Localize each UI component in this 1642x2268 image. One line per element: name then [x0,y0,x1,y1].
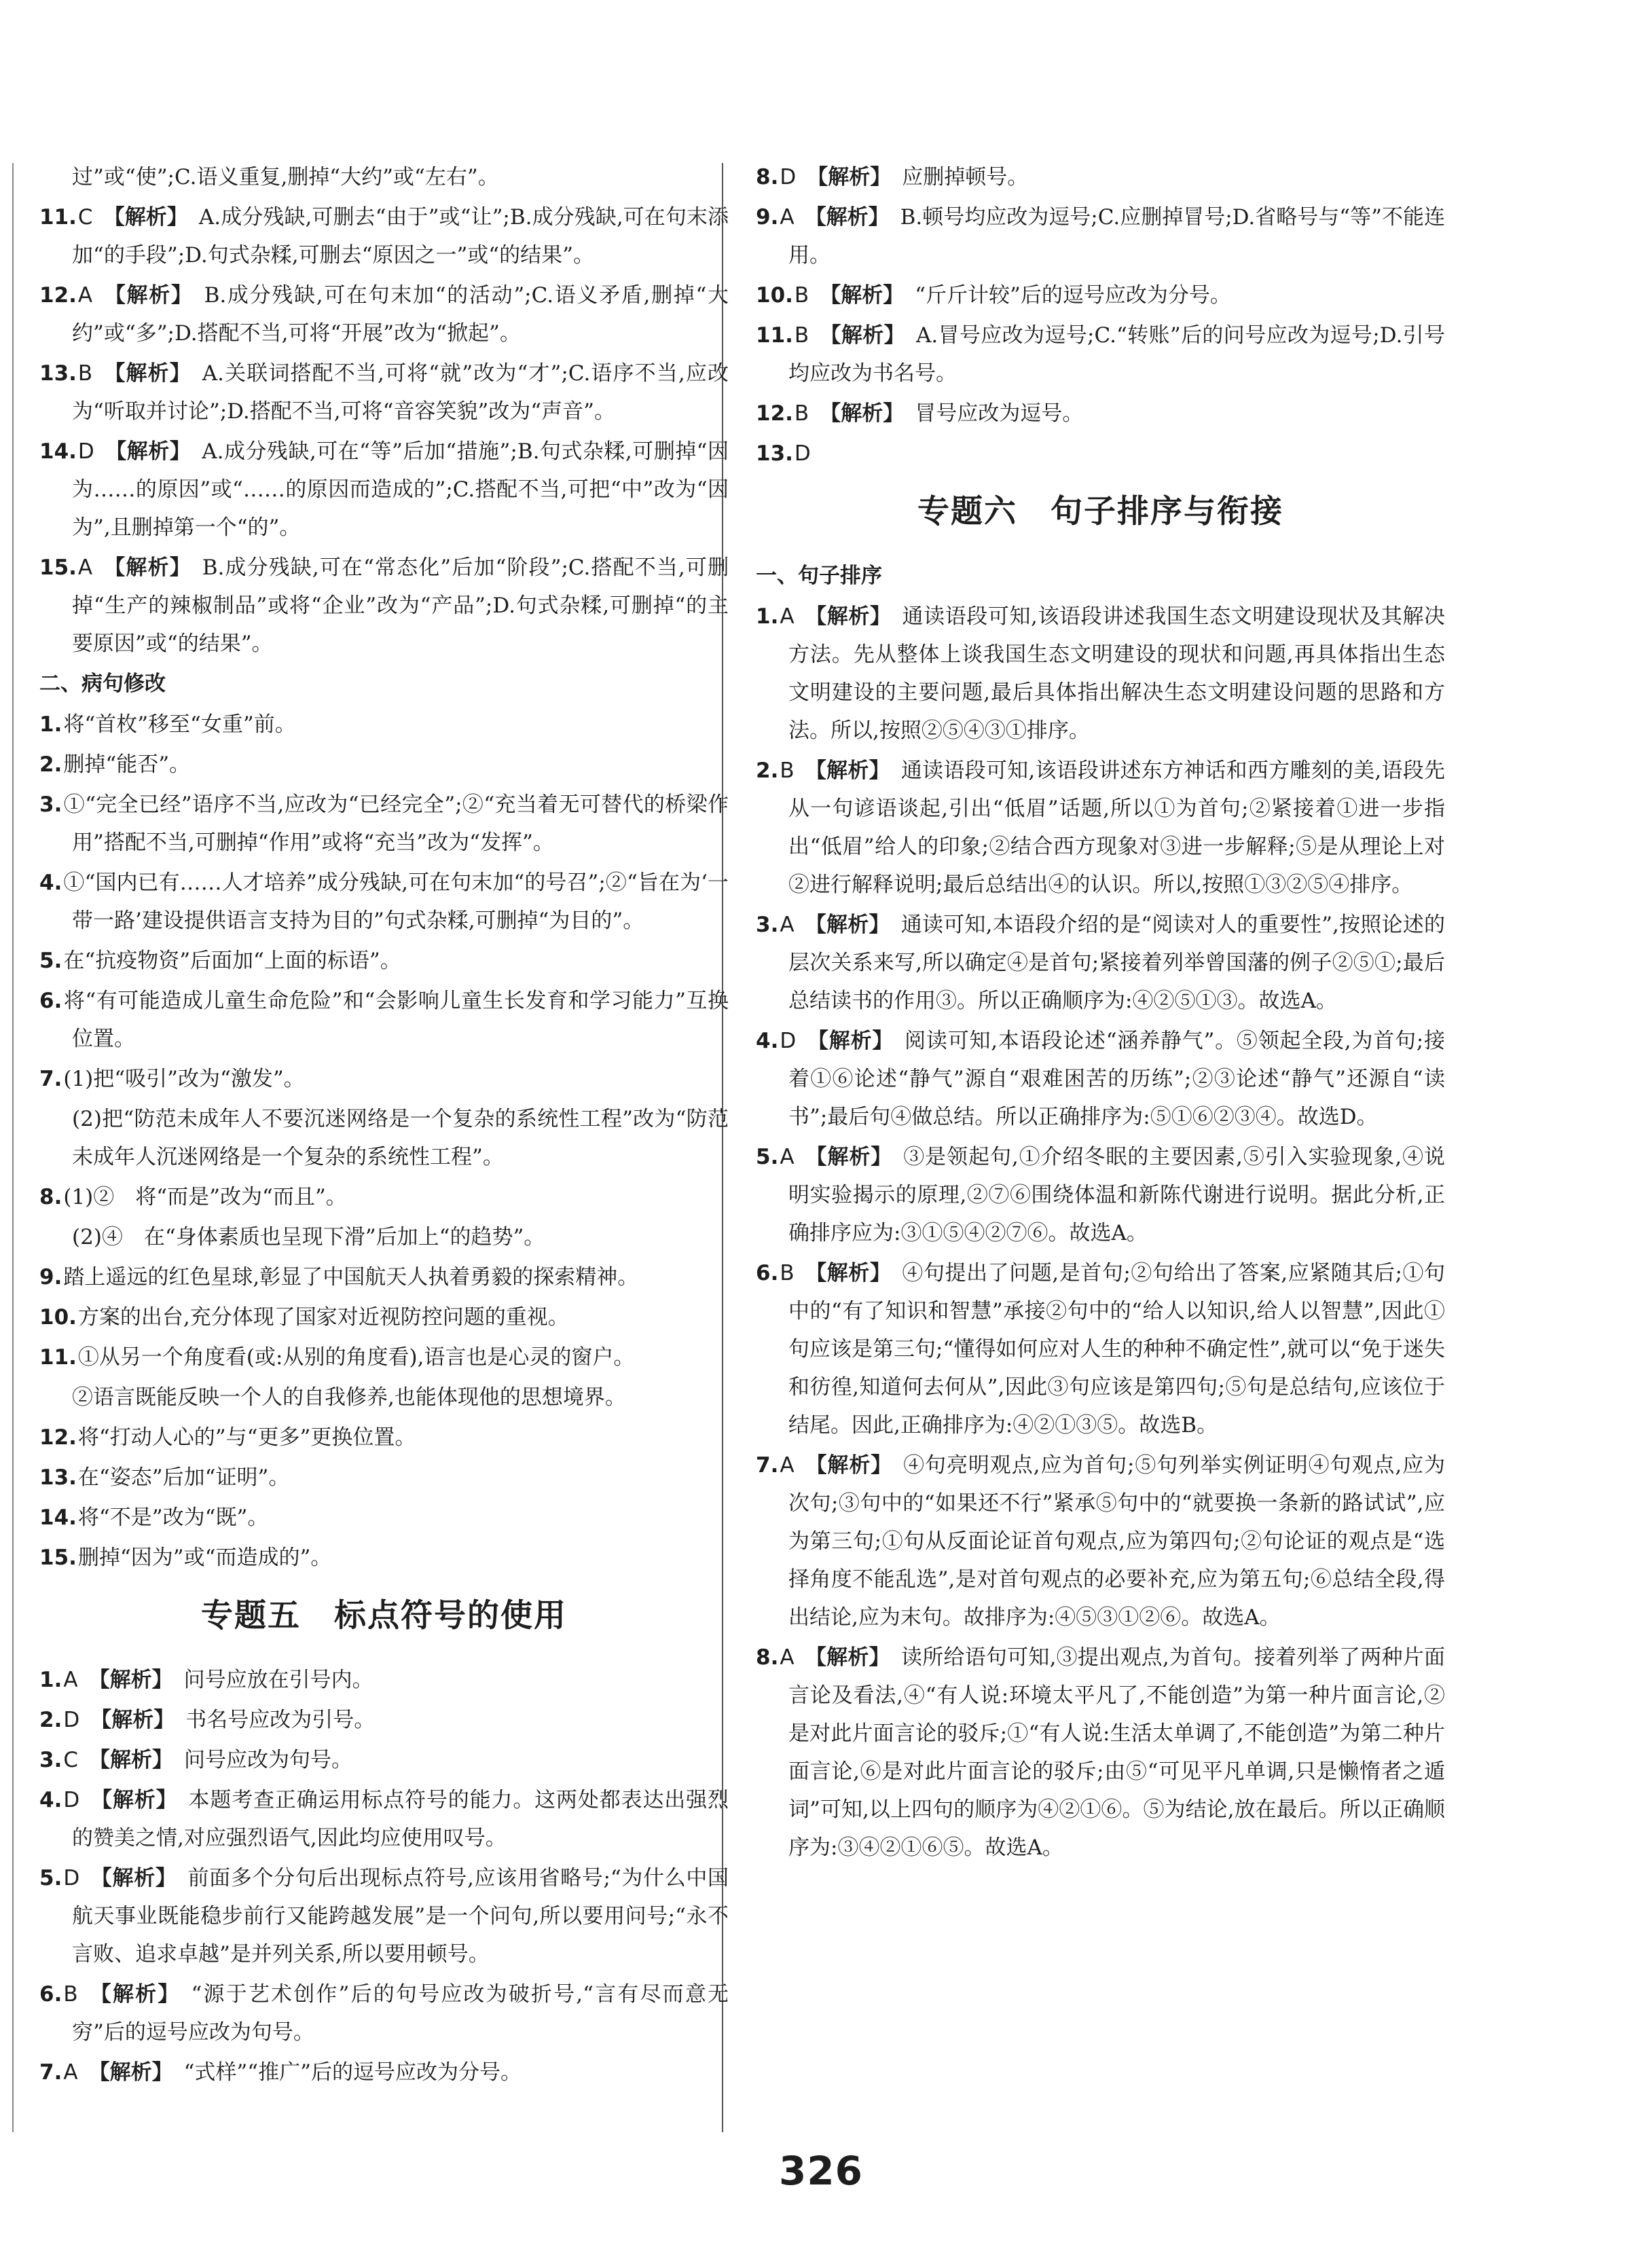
analysis-tag: 【解析】 [820,283,905,308]
answer-continuation: ②语言既能反映一个人的自我修养,也能体现他的思想境界。 [72,1385,626,1410]
answer-continuation: 过”或“使”;C.语义重复,删掉“大约”或“左右”。 [72,165,499,189]
question-number: 12. [39,283,77,308]
answer-choice: A [77,283,93,308]
answer-item [756,1022,1445,1136]
question-number: 3. [39,1748,62,1772]
question-number: 6. [39,989,62,1013]
answer-text: (1)② 将“而是”改为“而且”。 [63,1185,347,1209]
analysis-tag: 【解析】 [805,1645,890,1670]
answer-text: 删掉“能否”。 [63,752,191,777]
answer-item [756,906,1445,1020]
analysis-tag: 【解析】 [820,323,905,348]
answer-item [39,2053,729,2091]
answer-text: 冒号应改为逗号。 [915,401,1084,426]
answer-item [756,1639,1445,1867]
analysis-tag: 【解析】 [805,1145,893,1169]
question-number: 10. [756,283,793,308]
answer-text: 本题考查正确运用标点符号的能力。这两处都表达出强烈的赞美之情,对应强烈语气,因此均应使用叹号。 [72,1788,729,1850]
answer-choice: B [794,323,809,348]
left-column [39,158,729,2093]
answer-text: 方案的出台,充分体现了国家对近视防控问题的重视。 [77,1305,569,1330]
answer-text: 通读语段可知,该语段讲述东方神话和西方雕刻的美,语段先从一句谚语谈起,引出“低眉”话题,所以①为首句;②紧接着①进一步指出“低眉”给人的印象;②结合西方现象对③进一步解释;⑤是从理论上对②进行解释说明;最后总结出④的认识。所以,按照①③②⑤④排序。 [788,758,1445,897]
question-number: 5. [39,1866,62,1890]
answer-item [756,752,1445,904]
answer-choice: C [77,205,93,230]
answer-item [39,1060,729,1098]
answer-text: 在“姿态”后加“证明”。 [77,1465,290,1490]
answer-text: B.顿号均应改为逗号;C.应删掉冒号;D.省略号与“等”不能连用。 [788,205,1446,268]
question-number: 3. [756,913,779,937]
analysis-tag: 【解析】 [805,1261,892,1285]
answer-text: ①从另一个角度看(或:从别的角度看),语言也是心灵的窗户。 [77,1345,635,1370]
analysis-tag: 【解析】 [89,1748,174,1772]
answer-item [39,1539,729,1577]
answer-text: 通读可知,本语段介绍的是“阅读对人的重要性”,按照论述的层次关系来写,所以确定④是首句;紧接着列举曾国藩的例子②⑤①;最后总结读书的作用③。所以正确顺序为:④②⑤①③。故选A。 [788,913,1446,1013]
answer-choice: A [77,555,93,580]
question-number: 2. [39,1708,62,1732]
question-number: 7. [756,1453,779,1478]
answer-item [756,1446,1445,1636]
question-number: 8. [39,1185,62,1209]
answer-text: 问号应改为句号。 [184,1748,353,1772]
answer-text: “源于艺术创作”后的句号应改为破折号,“言有尽而意无穷”后的逗号应改为句号。 [72,1982,729,2045]
answer-text: A.成分残缺,可在“等”后加“措施”;B.句式杂糅,可删掉“因为……的原因”或“……的原因而造成的”;C.搭配不当,可把“中”改为“因为”,且删掉第一个“的”。 [72,439,729,540]
answer-continuation: (2)④ 在“身体素质也呈现下滑”后加上“的趋势”。 [72,1225,545,1249]
answer-text: 将“不是”改为“既”。 [77,1505,269,1530]
question-number: 7. [39,1067,62,1091]
question-number: 8. [756,165,779,189]
question-number: 9. [39,1265,62,1290]
question-number: 5. [39,949,62,973]
answer-choice: B [77,361,93,386]
answer-text: A.关联词搭配不当,可将“就”改为“才”;C.语序不当,应改为“听取并讨论”;D.搭配不当,可将“音容笑貌”改为“声音”。 [72,361,729,424]
answer-text: ③是领起句,①介绍冬眠的主要因素,⑤引入实验现象,④说明实验揭示的原理,②⑦⑥围绕体温和新陈代谢进行说明。据此分析,正确排序应为:③①⑤④②⑦⑥。故选A。 [788,1145,1445,1245]
question-number: 13. [756,441,793,466]
question-number: 15. [39,1545,77,1570]
analysis-tag: 【解析】 [807,1029,894,1053]
answer-item [39,746,729,784]
answer-item [756,598,1445,750]
answer-item [39,1298,729,1336]
answer-choice: D [780,1029,797,1053]
answer-text: “斤斤计较”后的逗号应改为分号。 [915,283,1231,308]
answer-item [39,786,729,862]
question-number: 12. [39,1425,77,1450]
question-number: 1. [39,712,62,737]
answer-item [39,1499,729,1537]
question-number: 2. [756,758,779,783]
question-number: 4. [756,1029,779,1053]
answer-text: 应删掉顿号。 [902,165,1029,189]
question-number: 11. [756,323,793,348]
answer-choice: B [780,758,795,783]
answer-text: 书名号应改为引号。 [185,1708,376,1732]
answer-text: 将“首枚”移至“女重”前。 [63,712,296,737]
answer-item [39,864,729,940]
analysis-tag: 【解析】 [807,165,892,189]
question-number: 12. [756,401,793,426]
analysis-tag: 【解析】 [805,205,890,230]
analysis-tag: 【解析】 [88,2060,173,2085]
answer-text: 将“有可能造成儿童生命危险”和“会影响儿童生长发育和学习能力”互换位置。 [63,989,729,1051]
answer-choice: A [780,1145,795,1169]
answer-item [756,198,1445,274]
answer-choice: A [780,205,795,230]
answer-choice: D [63,1866,80,1890]
answer-item [756,395,1445,433]
answer-item [39,1741,729,1779]
answer-item [39,276,729,352]
answer-text: 将“打动人心的”与“更多”更换位置。 [77,1425,416,1450]
answer-text: 问号应放在引号内。 [183,1668,373,1692]
question-number: 14. [39,1505,77,1530]
analysis-tag: 【解析】 [805,913,890,937]
analysis-tag: 【解析】 [103,283,194,308]
analysis-tag: 【解析】 [103,361,191,386]
analysis-tag: 【解析】 [90,1866,177,1890]
answer-item [39,1178,729,1216]
question-number: 6. [756,1261,779,1285]
answer-item [39,982,729,1058]
answer-text: 读所给语句可知,③提出观点,为首句。接着列举了两种片面言论及看法,④“有人说:环境太平凡了,不能创造”为第一种片面言论,②是对此片面言论的驳斥;①“有人说:生活太单调了,不能创造”为第二种片面言论,⑥是对此片面言论的驳斥;由⑤“可见平凡单调,只是懒惰者之遁词”可知,以上四句的顺序为④②①⑥。⑤为结论,放在最后。所以正确顺序为:③④②①⑥⑤。故选A。 [788,1645,1445,1860]
answer-choice: C [63,1748,79,1772]
question-number: 5. [756,1145,779,1169]
answer-text: 踏上遥远的红色星球,彰显了中国航天人执着勇毅的探索精神。 [63,1265,639,1290]
answer-text: 通读语段可知,该语段讲述我国生态文明建设现状及其解决方法。先从整体上谈我国生态文明建设的现状和问题,再具体指出生态文明建设的主要问题,最后具体指出解决生态文明建设问题的思路和方法。所以,按照②⑤④③①排序。 [788,604,1446,743]
analysis-tag: 【解析】 [805,604,892,629]
answer-text: 在“抗疫物资”后面加“上面的标语”。 [63,949,401,973]
answer-item [39,1459,729,1497]
chapter-title: 专题五 标点符号的使用 [201,1597,567,1634]
question-number: 9. [756,205,779,230]
answer-choice: A [780,1453,795,1478]
answer-choice: D [63,1788,80,1812]
question-number: 8. [756,1645,779,1670]
answer-choice: B [63,1982,78,2007]
answer-item [39,1781,729,1857]
answer-text: B.成分残缺,可在句末加“的活动”;C.语义矛盾,删掉“大约”或“多”;D.搭配不当,可将“开展”改为“掀起”。 [72,283,729,346]
answer-item [39,1338,729,1376]
answer-text: 前面多个分句后出现标点符号,应该用省略号;“为什么中国航天事业既能稳步前行又能跨越发展”是一个问句,所以要用问号;“永不言败、追求卓越”是并列关系,所以要用顿号。 [72,1866,729,1967]
answer-choice: B [794,283,809,308]
answer-item [39,1661,729,1699]
answer-choice: A [63,1668,78,1692]
answer-item [39,549,729,663]
answer-text: 阅读可知,本语段论述“涵养静气”。⑤领起全段,为首句;接着①⑥论述“静气”源自“艰难困苦的历练”;②③论述“静气”还源自“读书”;最后句④做总结。所以正确排序为:⑤①⑥②③④。故选D。 [788,1029,1446,1129]
answer-choice: D [794,441,811,466]
answer-choice: D [63,1708,80,1732]
analysis-tag: 【解析】 [88,1982,181,2007]
answer-continuation: (2)把“防范未成年人不要沉迷网络是一个复杂的系统性工程”改为“防范未成年人沉迷网络是一个复杂的系统性工程”。 [72,1107,729,1169]
answer-item [39,198,729,274]
question-number: 6. [39,1982,62,2007]
answer-text: 删掉“因为”或“而造成的”。 [77,1545,332,1570]
answer-choice: A [780,913,795,937]
answer-choice: D [780,165,797,189]
answer-item [756,435,1445,473]
answer-item [756,1138,1445,1252]
analysis-tag: 【解析】 [105,439,191,464]
question-number: 11. [39,205,77,230]
answer-text: ①“国内已有……人才培养”成分残缺,可在句末加“的号召”;②“旨在为‘一带一路’建设提供语言支持为目的”句式杂糅,可删掉“为目的”。 [63,871,729,933]
margin-rule [12,163,14,2132]
answer-text: ④句亮明观点,应为首句;⑤句列举实例证明④句观点,应为次句;③句中的“如果还不行”紧承⑤句中的“就要换一条新的路试试”,应为第三句;①句从反面论证首句观点,应为第四句;②句论证的观点是“选择角度不能乱选”,是对首句观点的必要补充,应为第五句;⑥总结全段,得出结论,应为末句。故排序为:④⑤③①②⑥。故选A。 [788,1453,1445,1630]
answer-item [39,1701,729,1739]
right-column [756,158,1445,1869]
question-number: 1. [756,604,779,629]
answer-choice: A [780,604,795,629]
answer-item [756,1254,1445,1444]
answer-text: A.成分残缺,可删去“由于”或“让”;B.成分残缺,可在句末添加“的手段”;D.句式杂糅,可删去“原因之一”或“的结果”。 [72,205,729,268]
analysis-tag: 【解析】 [820,401,905,426]
analysis-tag: 【解析】 [805,758,890,783]
answer-item [39,433,729,547]
answer-item [756,316,1445,392]
answer-item [39,1419,729,1457]
answer-choice: B [780,1261,795,1285]
answer-item [756,276,1445,314]
answer-text: (1)把“吸引”改为“激发”。 [63,1067,305,1091]
analysis-tag: 【解析】 [90,1788,178,1812]
question-number: 4. [39,871,62,895]
question-number: 4. [39,1788,62,1812]
question-number: 15. [39,555,77,580]
question-number: 14. [39,439,77,464]
analysis-tag: 【解析】 [90,1708,175,1732]
answer-choice: A [780,1645,795,1670]
question-number: 7. [39,2060,62,2085]
answer-item [39,1859,729,1973]
answer-item [39,354,729,431]
question-number: 11. [39,1345,77,1370]
question-number: 2. [39,752,62,777]
page-number: 326 [778,2148,864,2194]
analysis-tag: 【解析】 [805,1453,893,1478]
answer-item [39,1975,729,2051]
answer-choice: D [77,439,94,464]
answer-item [756,158,1445,196]
answer-item [39,706,729,744]
answer-text: ④句提出了问题,是首句;②句给出了答案,应紧随其后;①句中的“有了知识和智慧”承接②句中的“给人以知识,给人以智慧”,因此①句应该是第三句;“懂得如何应对人生的种种不确定性”,就可以“免于迷失和彷徨,知道何去何从”,因此③句应该是第四句;⑤句是总结句,应该位于结尾。因此,正确排序为:④②①③⑤。故选B。 [788,1261,1445,1438]
question-number: 1. [39,1668,62,1692]
answer-item [39,1258,729,1296]
section-heading: 一、句子排序 [756,564,882,588]
answer-text: “式样”“推广”后的逗号应改为分号。 [183,2060,522,2085]
question-number: 13. [39,361,77,386]
analysis-tag: 【解析】 [103,555,191,580]
chapter-title: 专题六 句子排序与衔接 [917,493,1283,530]
question-number: 3. [39,792,62,817]
answer-item [39,942,729,980]
section-heading: 二、病句修改 [39,672,166,696]
answer-text: A.冒号应改为逗号;C.“转账”后的问号应改为逗号;D.引号均应改为书名号。 [788,323,1446,386]
question-number: 13. [39,1465,77,1490]
answer-choice: A [63,2060,78,2085]
answer-text: ①“完全已经”语序不当,应改为“已经完全”;②“充当着无可替代的桥梁作用”搭配不当,可删掉“作用”或将“充当”改为“发挥”。 [63,792,729,855]
analysis-tag: 【解析】 [88,1668,173,1692]
answer-text: B.成分残缺,可在“常态化”后加“阶段”;C.搭配不当,可删掉“生产的辣椒制品”或将“企业”改为“产品”;D.句式杂糅,可删掉“的主要原因”或“的结果”。 [72,555,729,656]
answer-choice: B [794,401,809,426]
analysis-tag: 【解析】 [103,205,188,230]
question-number: 10. [39,1305,77,1330]
